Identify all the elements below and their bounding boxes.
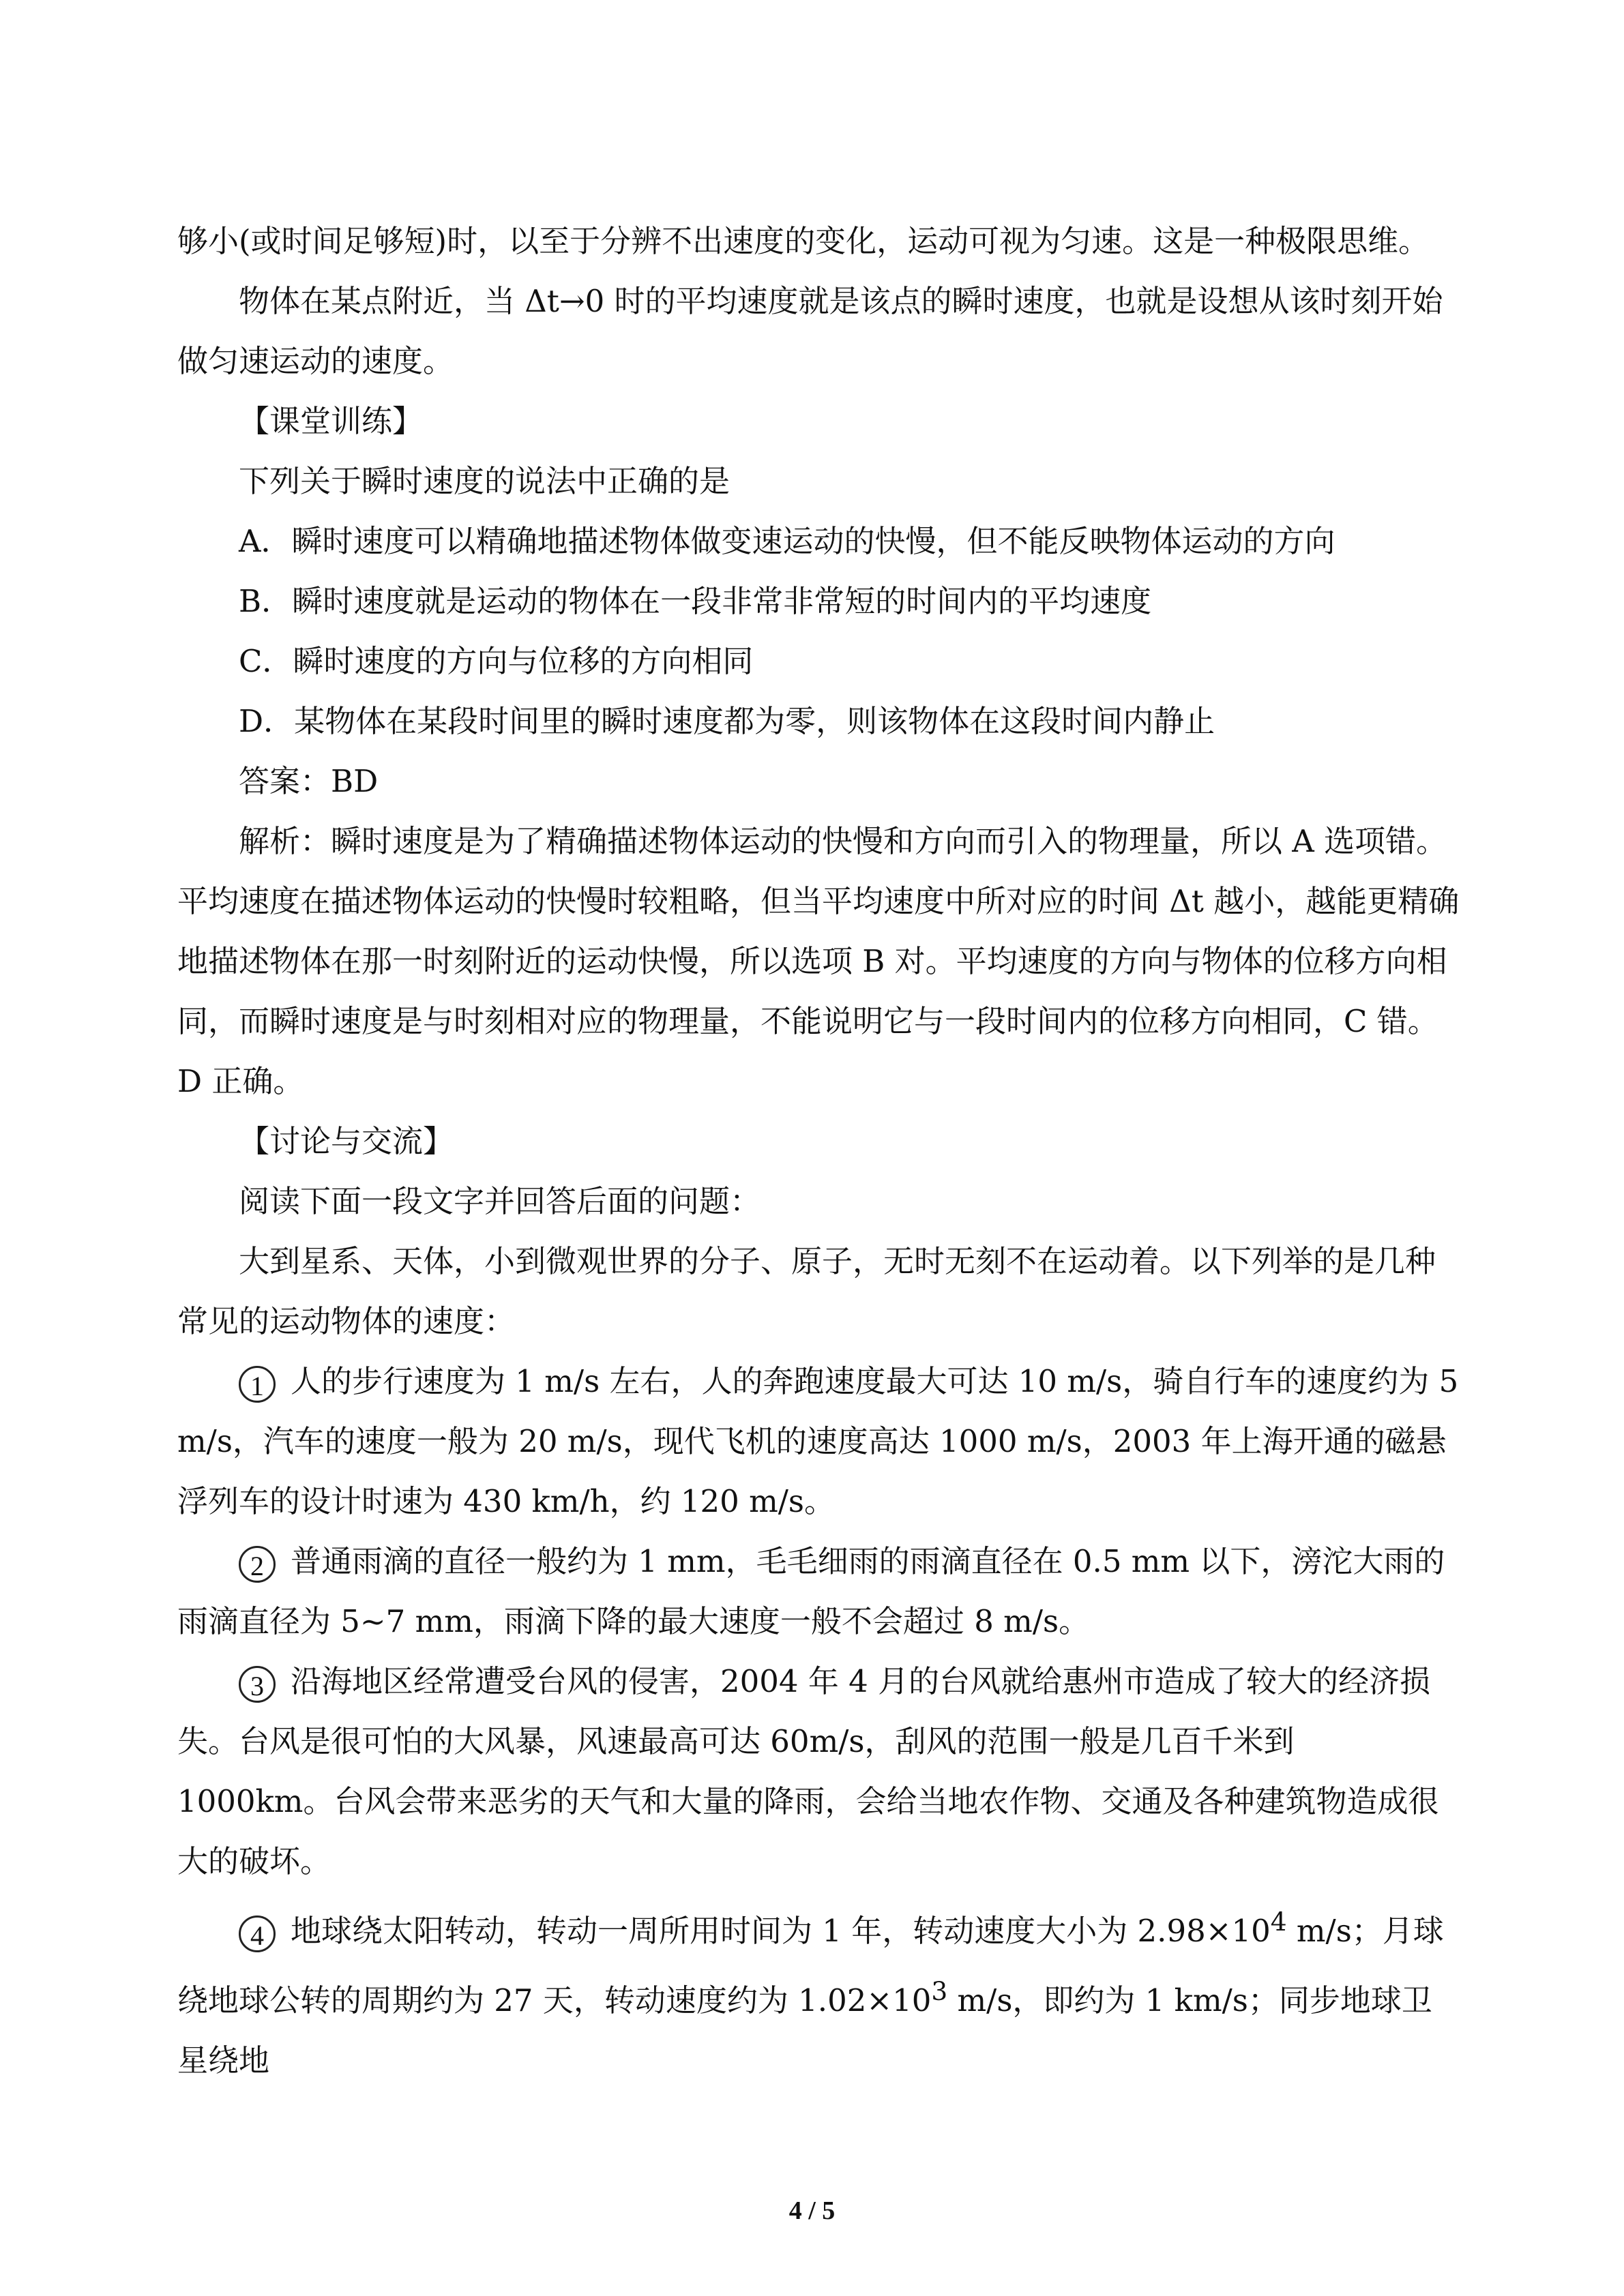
- list-item-text: 沿海地区经常遭受台风的侵害，2004 年 4 月的台风就给惠州市造成了较大的经济损失。台风是很可怕的大风暴，风速最高可达 60m/s，刮风的范围一般是几百千米到 1000km。台风会带来恶劣的天气和大量的降雨，会给当地农作物、交通及各种建筑物造成很大的破坏。: [177, 1663, 1439, 1879]
- paragraph-continuation: 够小(或时间足够短)时，以至于分辨不出速度的变化，运动可视为匀速。这是一种极限思维。: [177, 223, 1430, 259]
- circled-number-4: 4: [239, 1915, 276, 1952]
- list-item-text: 普通雨滴的直径一般约为 1 mm，毛毛细雨的雨滴直径在 0.5 mm 以下，滂沱大雨的雨滴直径为 5~7 mm，雨滴下降的最大速度一般不会超过 8 m/s。: [177, 1543, 1445, 1639]
- answer: 答案：BD: [239, 763, 379, 799]
- circled-number-1: 1: [239, 1366, 276, 1403]
- superscript-exponent: 3: [931, 1976, 948, 2006]
- question-stem: 下列关于瞬时速度的说法中正确的是: [239, 463, 730, 499]
- discussion-instruction: 阅读下面一段文字并回答后面的问题：: [239, 1183, 761, 1219]
- circled-number-2: 2: [239, 1546, 276, 1583]
- page-number: 4 / 5: [788, 2196, 836, 2225]
- section-heading-classroom-practice: 【课堂训练】: [239, 403, 424, 439]
- option-b: B．瞬时速度就是运动的物体在一段非常非常短的时间内的平均速度: [239, 583, 1152, 619]
- paragraph-instantaneous-definition: 物体在某点附近，当 Δt→0 时的平均速度就是该点的瞬时速度，也就是设想从该时刻开始做匀速运动的速度。: [177, 283, 1443, 379]
- page-content: [177, 211, 1460, 2091]
- list-item-text-c: m/s，即约为 1 km/s；同步地球卫星绕地: [177, 1982, 1432, 2078]
- list-item-4: [177, 1892, 1460, 2091]
- option-c: C．瞬时速度的方向与位移的方向相同: [239, 643, 754, 679]
- superscript-exponent: 4: [1270, 1907, 1287, 1937]
- circled-number-3: 3: [239, 1666, 276, 1703]
- discussion-intro: 大到星系、天体，小到微观世界的分子、原子，无时无刻不在运动着。以下列举的是几种常见的运动物体的速度：: [177, 1243, 1436, 1339]
- list-item-2: [177, 1532, 1460, 1652]
- section-heading-discussion: 【讨论与交流】: [239, 1123, 454, 1159]
- list-item-1: [177, 1352, 1460, 1532]
- list-item-text-a: 地球绕太阳转动，转动一周所用时间为 1 年，转动速度大小为 2.98×10: [291, 1913, 1271, 1949]
- list-item-text: 人的步行速度为 1 m/s 左右，人的奔跑速度最大可达 10 m/s，骑自行车的速度约为 5 m/s，汽车的速度一般为 20 m/s，现代飞机的速度高达 1000 m/s，2003 年上海开通的磁悬浮列车的设计时速为 430 km/h，约 120 m/s。: [177, 1363, 1459, 1519]
- option-a: A．瞬时速度可以精确地描述物体做变速运动的快慢，但不能反映物体运动的方向: [239, 523, 1335, 559]
- list-item-text-b: m/s；月球绕地球公转的周期约为 27 天，转动速度约为 1.02×10: [177, 1913, 1444, 2018]
- option-d: D．某物体在某段时间里的瞬时速度都为零，则该物体在这段时间内静止: [239, 703, 1215, 739]
- explanation: 解析：瞬时速度是为了精确描述物体运动的快慢和方向而引入的物理量，所以 A 选项错。平均速度在描述物体运动的快慢时较粗略，但当平均速度中所对应的时间 Δt 越小，越能更精确地描述物体在那一时刻附近的运动快慢，所以选项 B 对。平均速度的方向与物体的位移方向相同，而瞬时速度是与时刻相对应的物理量，不能说明它与一段时间内的位移方向相同，C 错。D 正确。: [177, 823, 1460, 1099]
- list-item-3: [177, 1652, 1460, 1892]
